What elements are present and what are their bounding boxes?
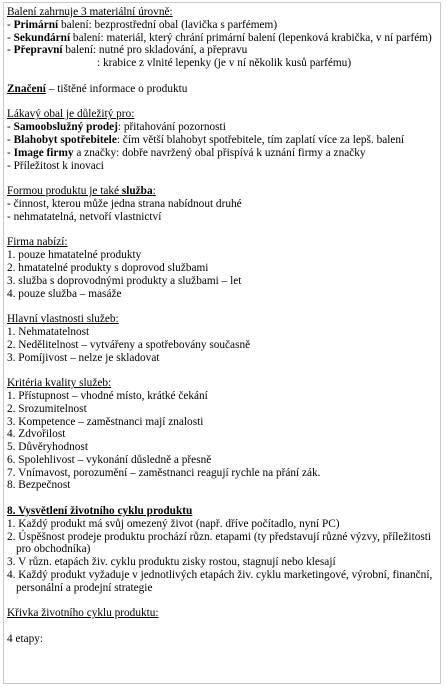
packaging-transport: - Přepravní balení: nutné pro skladování, a přepravu	[7, 44, 248, 57]
life-cycle-curve-heading: Křivka životního cyklu produktu:	[7, 607, 159, 620]
list-item: 8. Bezpečnost	[7, 479, 71, 492]
packaging-primary: - Primární balení: bezprostřední obal (lavička s parfémem)	[7, 18, 278, 31]
service-properties-heading: Hlavní vlastnosti služeb:	[7, 313, 119, 326]
list-item: 1. Každý produkt má svůj omezený život (např. dříve počítadlo, nyní PC)	[7, 517, 340, 530]
life-cycle-heading: 8. Vysvětlení životního cyklu produktu	[7, 505, 193, 518]
labeling-line: Značení – tištěné informace o produktu	[7, 82, 188, 95]
list-item: 6. Spolehlivost – vykonání důsledně a přesně	[7, 453, 212, 466]
list-item: 3. Pomíjivost – nelze je skladovat	[7, 351, 160, 364]
quality-criteria-heading: Kritéria kvality služeb:	[7, 377, 112, 390]
list-item: 1. pouze hmatatelné produkty	[7, 249, 142, 262]
packaging-secondary: - Sekundární balení: materiál, který chrání primární balení (lepenková krabička, v ní parfém)	[7, 31, 432, 44]
packaging-heading: Balení zahrnuje 3 materiální úrovně:	[7, 6, 173, 18]
list-item: 1. Nehmatatelnost	[7, 325, 90, 338]
service-heading: Formou produktu je také služba:	[7, 185, 156, 198]
list-item: 3. V různ. etapách živ. cyklu produktu zisky rostou, stagnují nebo klesají	[7, 556, 336, 569]
stages-line: 4 etapy:	[7, 633, 44, 646]
consumer-wealth-item: - Blahobyt spotřebitele: čím větší blahobyt spotřebitele, tím zaplatí více za lepš. balení	[7, 133, 405, 146]
packaging-transport-detail: : krabice z vlnité lepenky (je v ní několik kusů parfému)	[97, 57, 352, 70]
innovation-item: - Příležitost k inovaci	[7, 159, 104, 172]
list-item: 2. Úspěšnost prodeje produktu prochází různ. etapami (ty představují různé výzvy, příležitosti	[7, 530, 432, 543]
list-item-continuation: personální a prodejní strategie	[16, 581, 153, 594]
list-item: 3. Kompetence – zaměstnanci mají znalosti	[7, 415, 204, 428]
company-image-item: - Image firmy a značky: dobře navržený obal přispívá k uznání firmy a značky	[7, 146, 366, 159]
list-item: 3. služba s doprovodnými produkty a službami – let	[7, 274, 242, 287]
list-item: 2. Srozumitelnost	[7, 402, 87, 415]
list-item: 5. Důvěryhodnost	[7, 441, 88, 454]
attractive-packaging-heading: Lákavý obal je důležitý pro:	[7, 108, 135, 121]
list-item: 7. Vnímavost, porozumění – zaměstnanci reagují rychle na přání zák.	[7, 466, 321, 479]
document-page	[3, 2, 441, 684]
list-item: 4. Zdvořilost	[7, 428, 66, 441]
list-item: 4. Každý produkt vyžaduje v jednotlivých etapách živ. cyklu marketingové, výrobní, finanční,	[7, 569, 433, 582]
list-item: 2. Nedělitelnost – vytvářeny a spotřebovány současně	[7, 338, 251, 351]
list-item: 4. pouze služba – masáže	[7, 287, 122, 300]
list-item-continuation: pro obchodníka)	[16, 543, 91, 556]
list-item: 2. hmatatelné produkty s doprovod službami	[7, 261, 209, 274]
list-item: 1. Přístupnost – vhodné místo, krátké čekání	[7, 389, 208, 402]
self-service-item: - Samoobslužný prodej: přitahování pozornosti	[7, 121, 226, 134]
service-def-1: - činnost, kterou může jedna strana nabídnout druhé	[7, 197, 242, 210]
service-def-2: - nehmatatelná, netvoří vlastnictví	[7, 210, 162, 223]
company-offers-heading: Firma nabízí:	[7, 236, 68, 249]
